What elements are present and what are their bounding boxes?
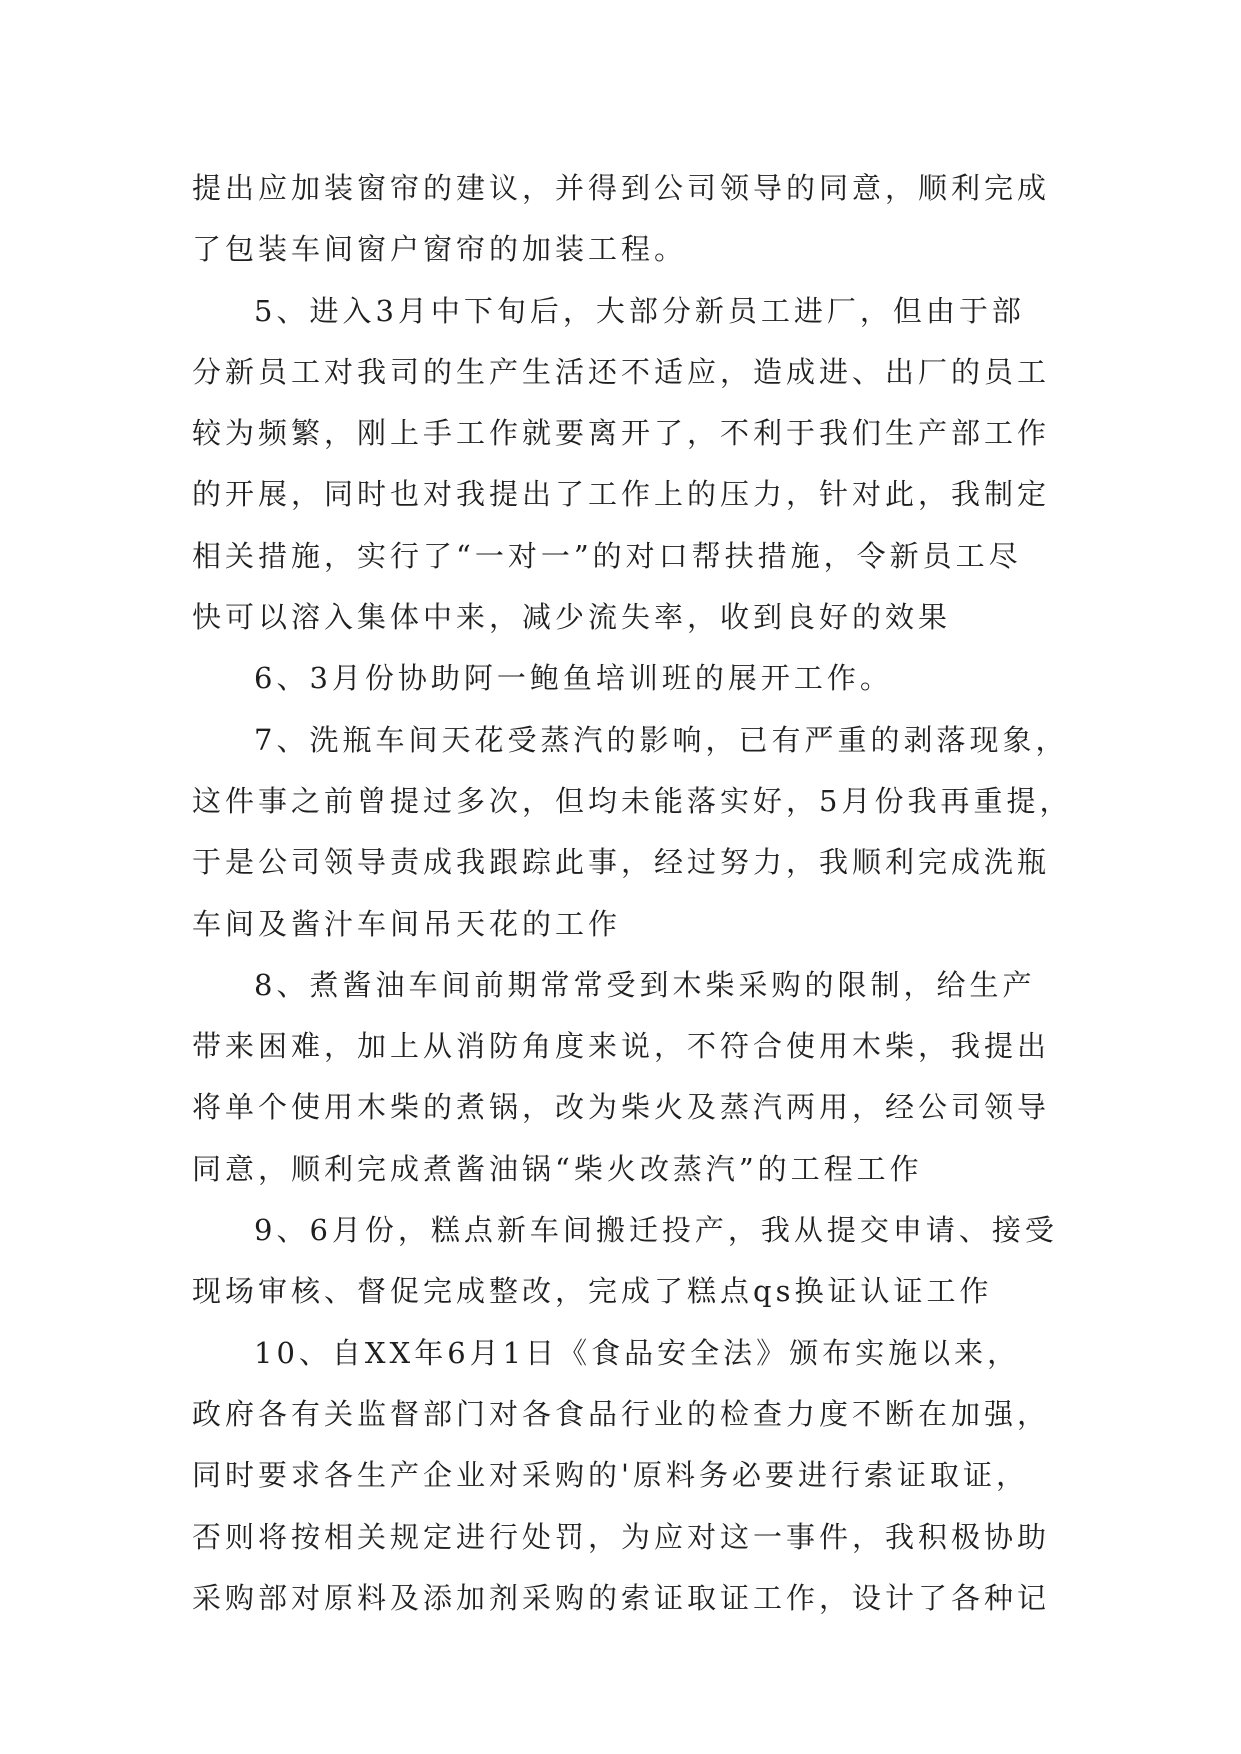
text-line: 分新员工对我司的生产生活还不适应，造成进、出厂的员工	[192, 354, 1051, 389]
text-line: 的开展，同时也对我提出了工作上的压力，针对此，我制定	[192, 477, 1051, 512]
text-line: 带来困难，加上从消防角度来说，不符合使用木柴，我提出	[192, 1029, 1051, 1064]
paragraph-6-start: 6、3月份协助阿一鲍鱼培训班的展开工作。	[254, 661, 893, 696]
text-line: 现场审核、督促完成整改，完成了糕点qs换证认证工作	[192, 1274, 993, 1309]
paragraph-5-start: 5、进入3月中下旬后，大部分新员工进厂，但由于部	[254, 293, 1025, 328]
text-line: 这件事之前曾提过多次，但均未能落实好，5月份我再重提，	[192, 783, 1073, 818]
text-line: 相关措施，实行了“一对一”的对口帮扶措施，令新员工尽	[192, 538, 1022, 573]
text-line: 同意，顺利完成煮酱油锅“柴火改蒸汽”的工程工作	[192, 1151, 923, 1186]
text-line: 将单个使用木柴的煮锅，改为柴火及蒸汽两用，经公司领导	[192, 1090, 1051, 1125]
text-line: 同时要求各生产企业对采购的'原料务必要进行索证取证，	[192, 1458, 1029, 1493]
document-body	[192, 158, 1072, 1629]
text-line: 提出应加装窗帘的建议，并得到公司领导的同意，顺利完成	[192, 171, 1051, 205]
text-line: 车间及酱汁车间吊天花的工作	[192, 906, 622, 941]
text-line: 较为频繁，刚上手工作就要离开了，不利于我们生产部工作	[192, 416, 1051, 451]
paragraph-9-start: 9、6月份，糕点新车间搬迁投产，我从提交申请、接受	[254, 1213, 1058, 1248]
text-line: 于是公司领导责成我跟踪此事，经过努力，我顺利完成洗瓶	[192, 845, 1051, 880]
text-line: 快可以溶入集体中来，减少流失率，收到良好的效果	[192, 600, 952, 635]
text-line: 否则将按相关规定进行处罚，为应对这一事件，我积极协助	[192, 1519, 1051, 1554]
text-line: 政府各有关监督部门对各食品行业的检查力度不断在加强，	[192, 1396, 1051, 1431]
text-line: 采购部对原料及添加剂采购的索证取证工作，设计了各种记	[192, 1580, 1051, 1615]
paragraph-8-start: 8、煮酱油车间前期常常受到木柴采购的限制，给生产	[254, 967, 1036, 1002]
paragraph-7-start: 7、洗瓶车间天花受蒸汽的影响，已有严重的剥落现象，	[254, 722, 1069, 757]
text-line: 了包装车间窗户窗帘的加装工程。	[192, 232, 688, 267]
paragraph-10-start: 10、自XX年6月1日《食品安全法》颁布实施以来，	[254, 1335, 1021, 1370]
